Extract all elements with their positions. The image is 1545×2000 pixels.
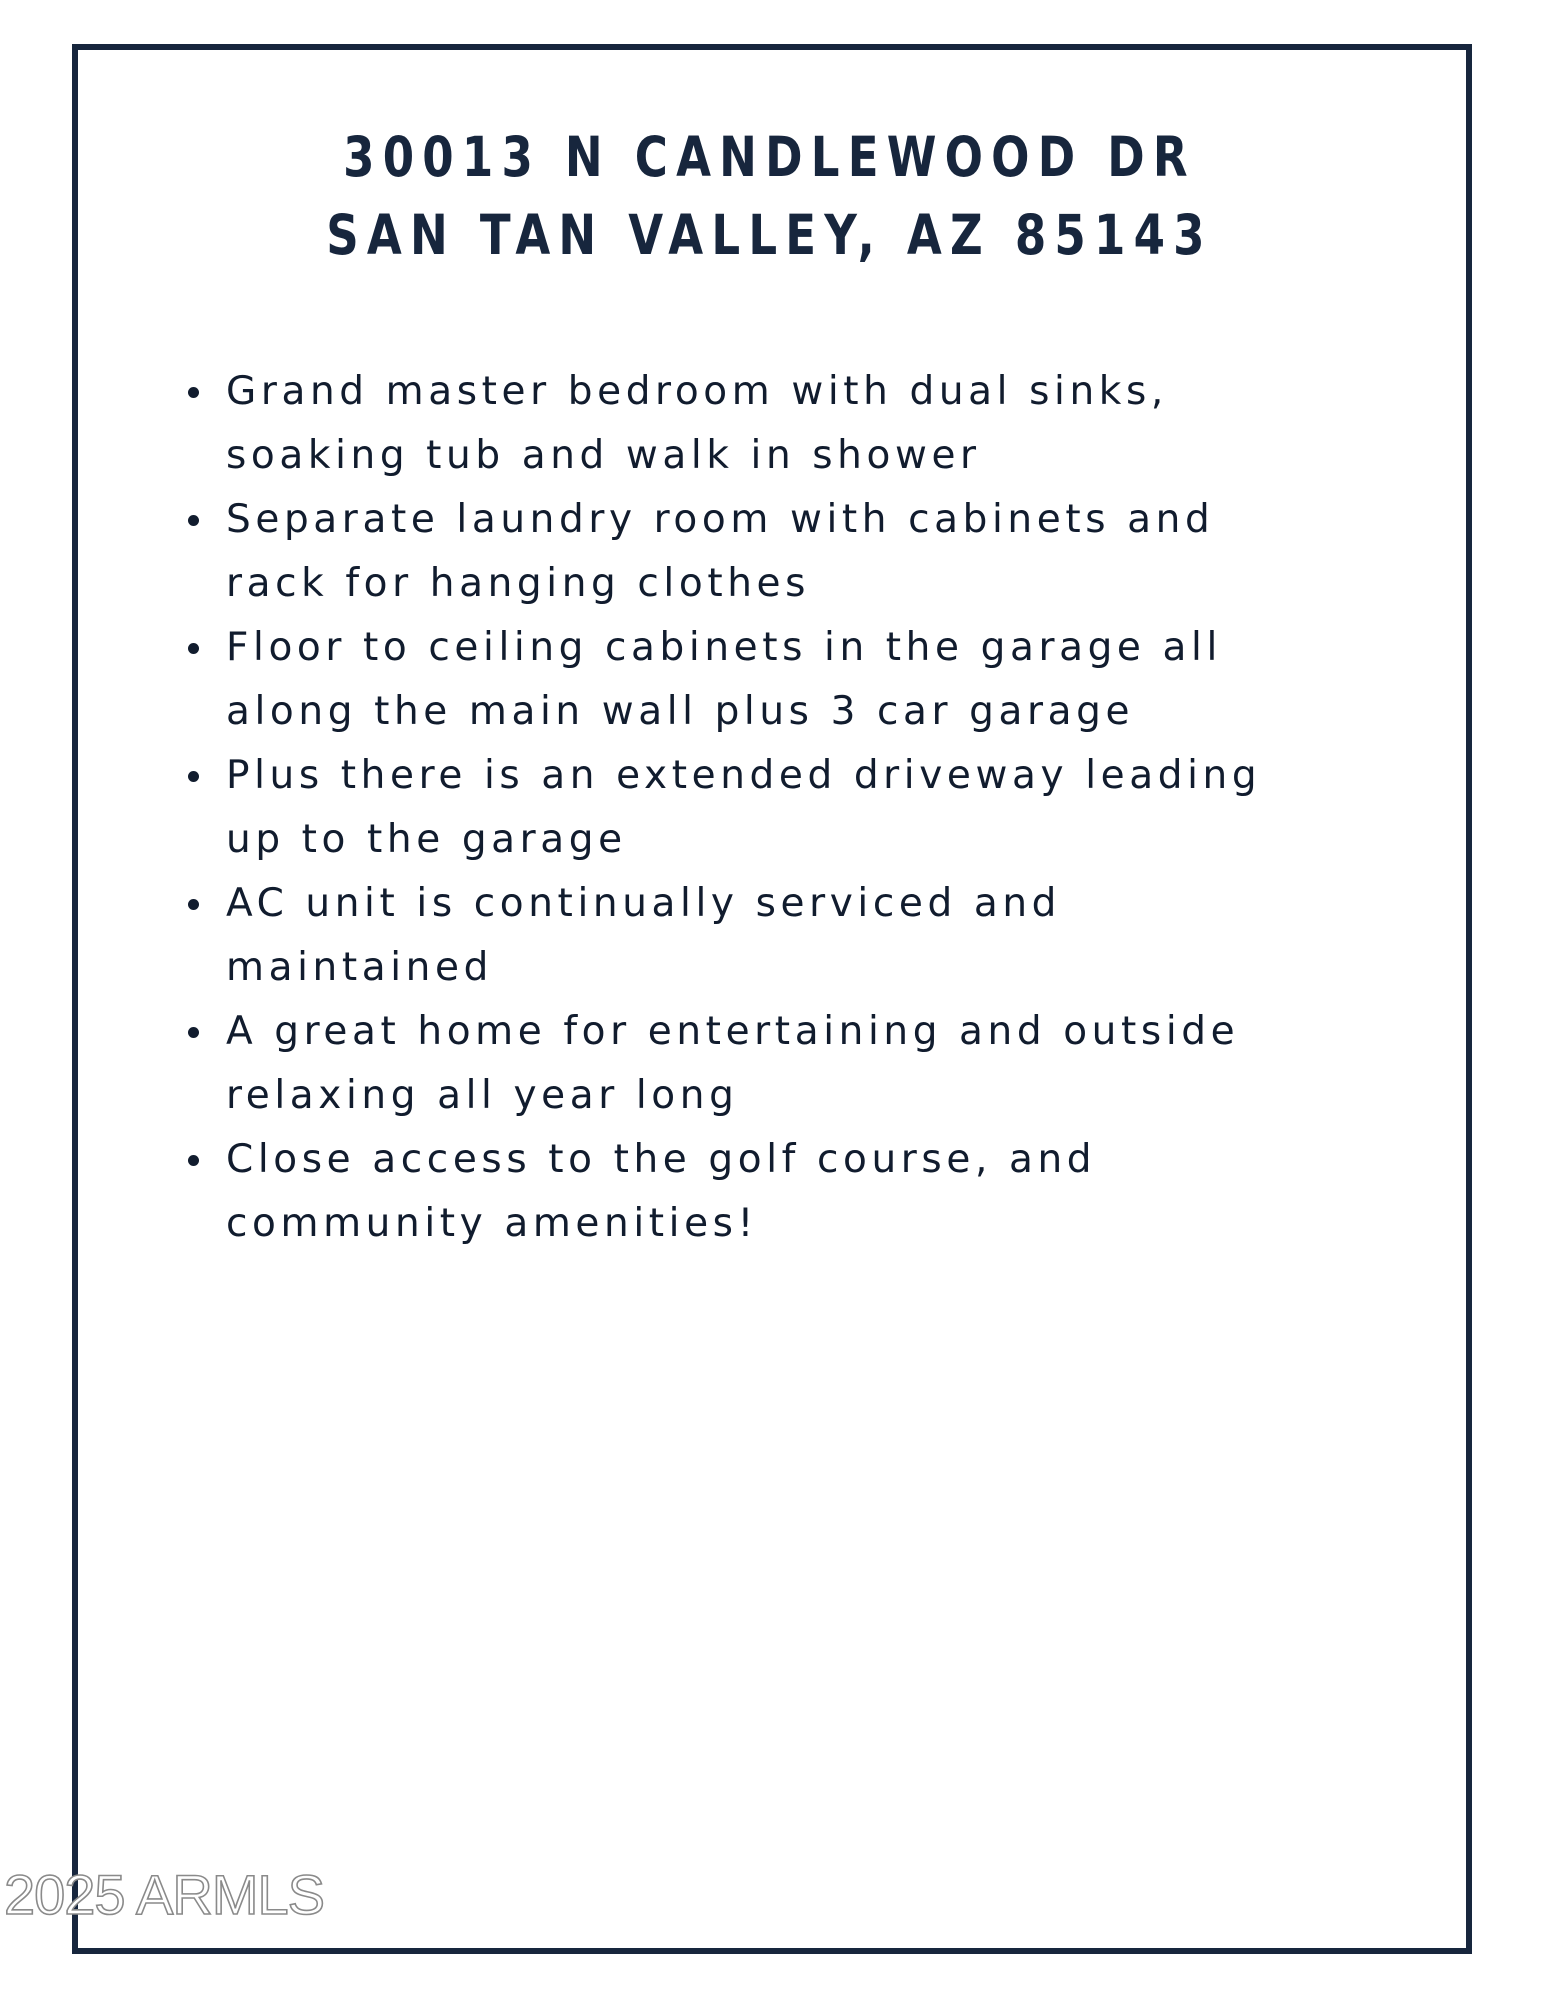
bullet-icon	[188, 515, 199, 526]
bullet-icon	[188, 899, 199, 910]
feature-text-line: Grand master bedroom with dual sinks,	[226, 369, 1168, 414]
feature-list	[180, 360, 1380, 1256]
feature-text-line: rack for hanging clothes	[226, 561, 811, 606]
list-item	[180, 1128, 1380, 1256]
feature-text-line: A great home for entertaining and outside	[226, 1009, 1240, 1054]
feature-text-line: up to the garage	[226, 817, 627, 862]
watermark: 2025 ARMLS	[4, 1863, 324, 1926]
bullet-icon	[188, 643, 199, 654]
bullet-icon	[188, 1155, 199, 1166]
feature-text-line: soaking tub and walk in shower	[226, 433, 981, 478]
feature-text-line: community amenities!	[226, 1201, 758, 1246]
feature-text-line: Plus there is an extended driveway leading	[226, 753, 1262, 798]
page-title	[195, 118, 1343, 274]
feature-text-line: Close access to the golf course, and	[226, 1137, 1097, 1182]
address-line-2: SAN TAN VALLEY, AZ 85143	[326, 203, 1213, 267]
list-item	[180, 488, 1380, 616]
bullet-icon	[188, 1027, 199, 1038]
address-line-1: 30013 N CANDLEWOOD DR	[343, 125, 1196, 189]
feature-text-line: Floor to ceiling cabinets in the garage all	[226, 625, 1222, 670]
list-item	[180, 744, 1380, 872]
list-item	[180, 616, 1380, 744]
list-item	[180, 1000, 1380, 1128]
bullet-icon	[188, 771, 199, 782]
list-item	[180, 872, 1380, 1000]
feature-text-line: maintained	[226, 945, 493, 990]
feature-text-line: along the main wall plus 3 car garage	[226, 689, 1135, 734]
bullet-icon	[188, 387, 199, 398]
feature-text-line: AC unit is continually serviced and	[226, 881, 1061, 926]
feature-text-line: relaxing all year long	[226, 1073, 739, 1118]
list-item	[180, 360, 1380, 488]
feature-text-line: Separate laundry room with cabinets and	[226, 497, 1215, 542]
